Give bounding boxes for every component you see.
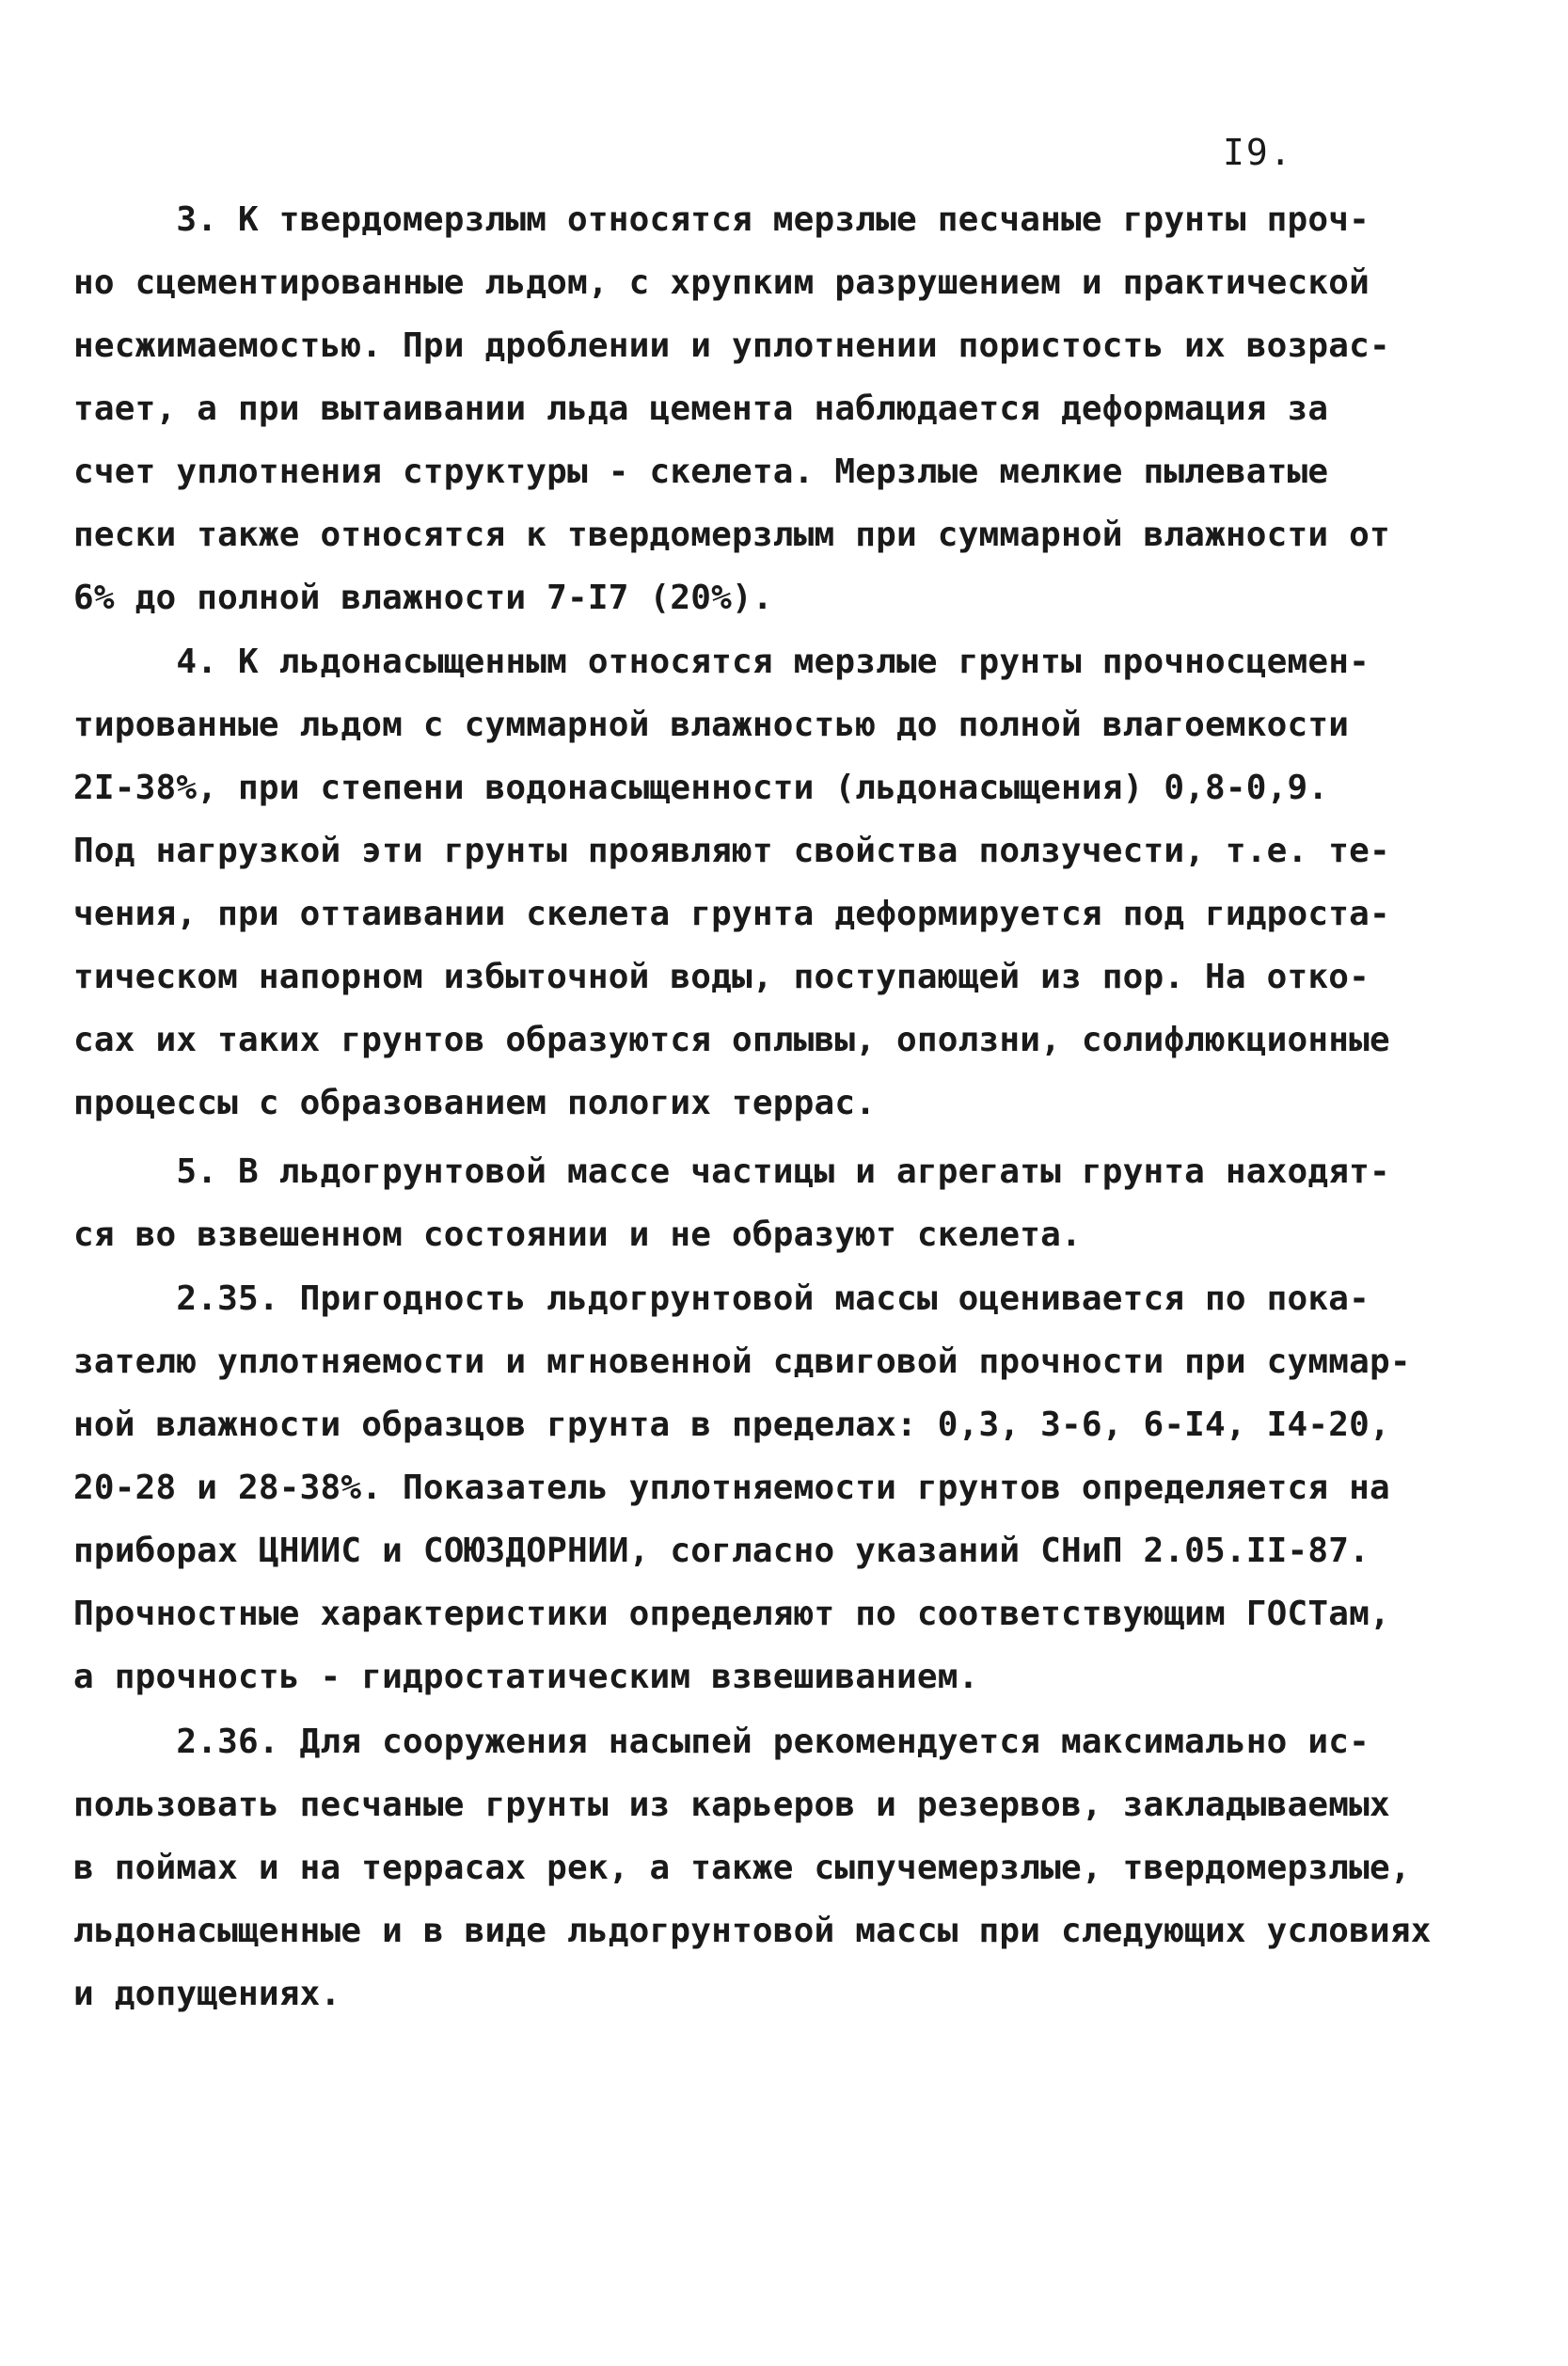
text-line: 4. К льдонасыщенным относятся мерзлые грунты прочносцемен- [73, 643, 1370, 681]
paragraph-5 [73, 1140, 1390, 1266]
text-line: тированные льдом с суммарной влажностью до полной влагоемкости [73, 706, 1350, 744]
text-line: 2.35. Пригодность льдогрунтовой массы оценивается по пока- [73, 1279, 1370, 1318]
text-line: тическом напорном избыточной воды, поступающей из пор. На отко- [73, 958, 1370, 996]
text-line: зателю уплотняемости и мгновенной сдвиговой прочности при суммар- [73, 1342, 1411, 1381]
paragraph-4 [73, 630, 1390, 1135]
text-line: тает, а при вытаивании льда цемента наблюдается деформация за [73, 389, 1329, 428]
text-line: 2I-38%, при степени водонасыщенности (льдонасыщения) 0,8-0,9. [73, 769, 1329, 807]
text-line: ной влажности образцов грунта в пределах: 0,3, 3-6, 6-I4, I4-20, [73, 1405, 1390, 1444]
text-line: 5. В льдогрунтовой массе частицы и агрегаты грунта находят- [73, 1152, 1390, 1191]
text-line: несжимаемостью. При дроблении и уплотнении пористость их возрас- [73, 326, 1390, 365]
text-line: чения, при оттаивании скелета грунта деформируется под гидроста- [73, 895, 1390, 933]
paragraph-2-36 [73, 1710, 1432, 2025]
text-line: а прочность - гидростатическим взвешиванием. [73, 1658, 979, 1696]
text-line: приборах ЦНИИС и СОЮЗДОРНИИ, согласно указаний СНиП 2.05.II-87. [73, 1532, 1370, 1570]
paragraph-3 [73, 188, 1390, 629]
text-line: пески также относятся к твердомерзлым при суммарной влажности от [73, 516, 1390, 554]
page-number: I9. [1223, 132, 1293, 173]
text-line: сах их таких грунтов образуются оплывы, оползни, солифлюкционные [73, 1021, 1390, 1059]
text-line: 6% до полной влажности 7-I7 (20%). [73, 579, 773, 617]
text-line: пользовать песчаные грунты из карьеров и резервов, закладываемых [73, 1786, 1390, 1824]
text-line: процессы с образованием пологих террас. [73, 1084, 877, 1122]
text-line: 2.36. Для сооружения насыпей рекомендуется максимально ис- [73, 1723, 1370, 1761]
text-line: ся во взвешенном состоянии и не образуют скелета. [73, 1215, 1082, 1254]
text-line: в поймах и на террасах рек, а также сыпучемерзлые, твердомерзлые, [73, 1849, 1411, 1887]
text-line: 3. К твердомерзлым относятся мерзлые песчаные грунты проч- [73, 200, 1370, 239]
paragraph-2-35 [73, 1267, 1411, 1708]
text-line: Под нагрузкой эти грунты проявляют свойства ползучести, т.е. те- [73, 832, 1390, 870]
text-line: и допущениях. [73, 1975, 341, 2013]
text-line: льдонасыщенные и в виде льдогрунтовой массы при следующих условиях [73, 1912, 1432, 1950]
text-line: 20-28 и 28-38%. Показатель уплотняемости грунтов определяется на [73, 1469, 1390, 1507]
text-line: счет уплотнения структуры - скелета. Мерзлые мелкие пылеватые [73, 453, 1329, 491]
text-line: но сцементированные льдом, с хрупким разрушением и практической [73, 263, 1370, 302]
text-line: Прочностные характеристики определяют по соответствующим ГОСТам, [73, 1595, 1390, 1633]
